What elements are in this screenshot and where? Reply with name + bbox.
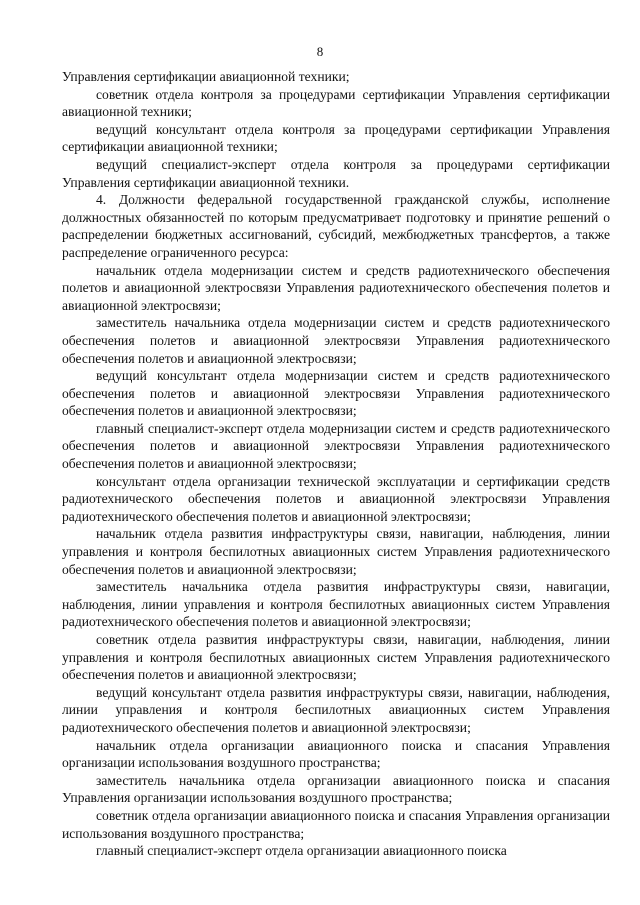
paragraph: ведущий специалист-эксперт отдела контроля за процедурами сертификации Управления сертификации авиационной техники.	[62, 156, 610, 190]
paragraph: Управления сертификации авиационной техники;	[62, 69, 350, 84]
paragraph: советник отдела развития инфраструктуры связи, навигации, наблюдения, линии управления и контроля беспилотных авиационных систем Управления радиотехнического обеспечения полетов и авиационной электросвязи;	[62, 632, 610, 683]
paragraph: начальник отдела организации авиационного поиска и спасания Управления организации использования воздушного пространства;	[62, 737, 610, 771]
paragraph: 4. Должности федеральной государственной гражданской службы, исполнение должностных обязанностей по которым предусматривает подготовку и принятие решений о распределении бюджетных ассигнований, субсидий, межбюджетных трансфертов, а также распределение ограниченного ресурса:	[62, 192, 610, 260]
paragraph: начальник отдела модернизации систем и средств радиотехнического обеспечения полетов и авиационной электросвязи Управления радиотехнического обеспечения полетов и авиационной электросвязи;	[62, 262, 610, 313]
page-number: 8	[316, 44, 324, 59]
paragraph: заместитель начальника отдела развития инфраструктуры связи, навигации, наблюдения, линии управления и контроля беспилотных авиационных систем Управления радиотехнического обеспечения полетов и авиационной электросвязи;	[62, 579, 610, 630]
paragraph: консультант отдела организации технической эксплуатации и сертификации средств радиотехнического обеспечения полетов и авиационной электросвязи Управления радиотехнического обеспечения полетов и авиационной электросвязи;	[62, 473, 610, 524]
paragraph: ведущий консультант отдела развития инфраструктуры связи, навигации, наблюдения, линии управления и контроля беспилотных авиационных систем Управления радиотехнического обеспечения полетов и авиационной электросвязи;	[62, 684, 610, 735]
paragraph: советник отдела контроля за процедурами сертификации Управления сертификации авиационной техники;	[62, 86, 610, 120]
paragraph: главный специалист-эксперт отдела модернизации систем и средств радиотехнического обеспечения полетов и авиационной электросвязи Управления радиотехнического обеспечения полетов и авиационной электросвязи;	[62, 420, 610, 472]
paragraph: советник отдела организации авиационного поиска и спасания Управления организации использования воздушного пространства;	[62, 807, 610, 841]
paragraph: заместитель начальника отдела модернизации систем и средств радиотехнического обеспечения полетов и авиационной электросвязи Управления радиотехнического обеспечения полетов и авиационной электросвязи;	[62, 315, 610, 366]
paragraph: главный специалист-эксперт отдела организации авиационного поиска	[96, 843, 507, 859]
paragraph: ведущий консультант отдела контроля за процедурами сертификации Управления сертификации авиационной техники;	[62, 121, 610, 155]
document-body	[62, 68, 610, 860]
paragraph: ведущий консультант отдела модернизации систем и средств радиотехнического обеспечения полетов и авиационной электросвязи Управления радиотехнического обеспечения полетов и авиационной электросвязи;	[62, 368, 610, 419]
paragraph: заместитель начальника отдела организации авиационного поиска и спасания Управления организации использования воздушного пространства;	[62, 772, 610, 806]
paragraph: начальник отдела развития инфраструктуры связи, навигации, наблюдения, линии управления и контроля беспилотных авиационных систем Управления радиотехнического обеспечения полетов и авиационной электросвязи;	[62, 526, 610, 577]
